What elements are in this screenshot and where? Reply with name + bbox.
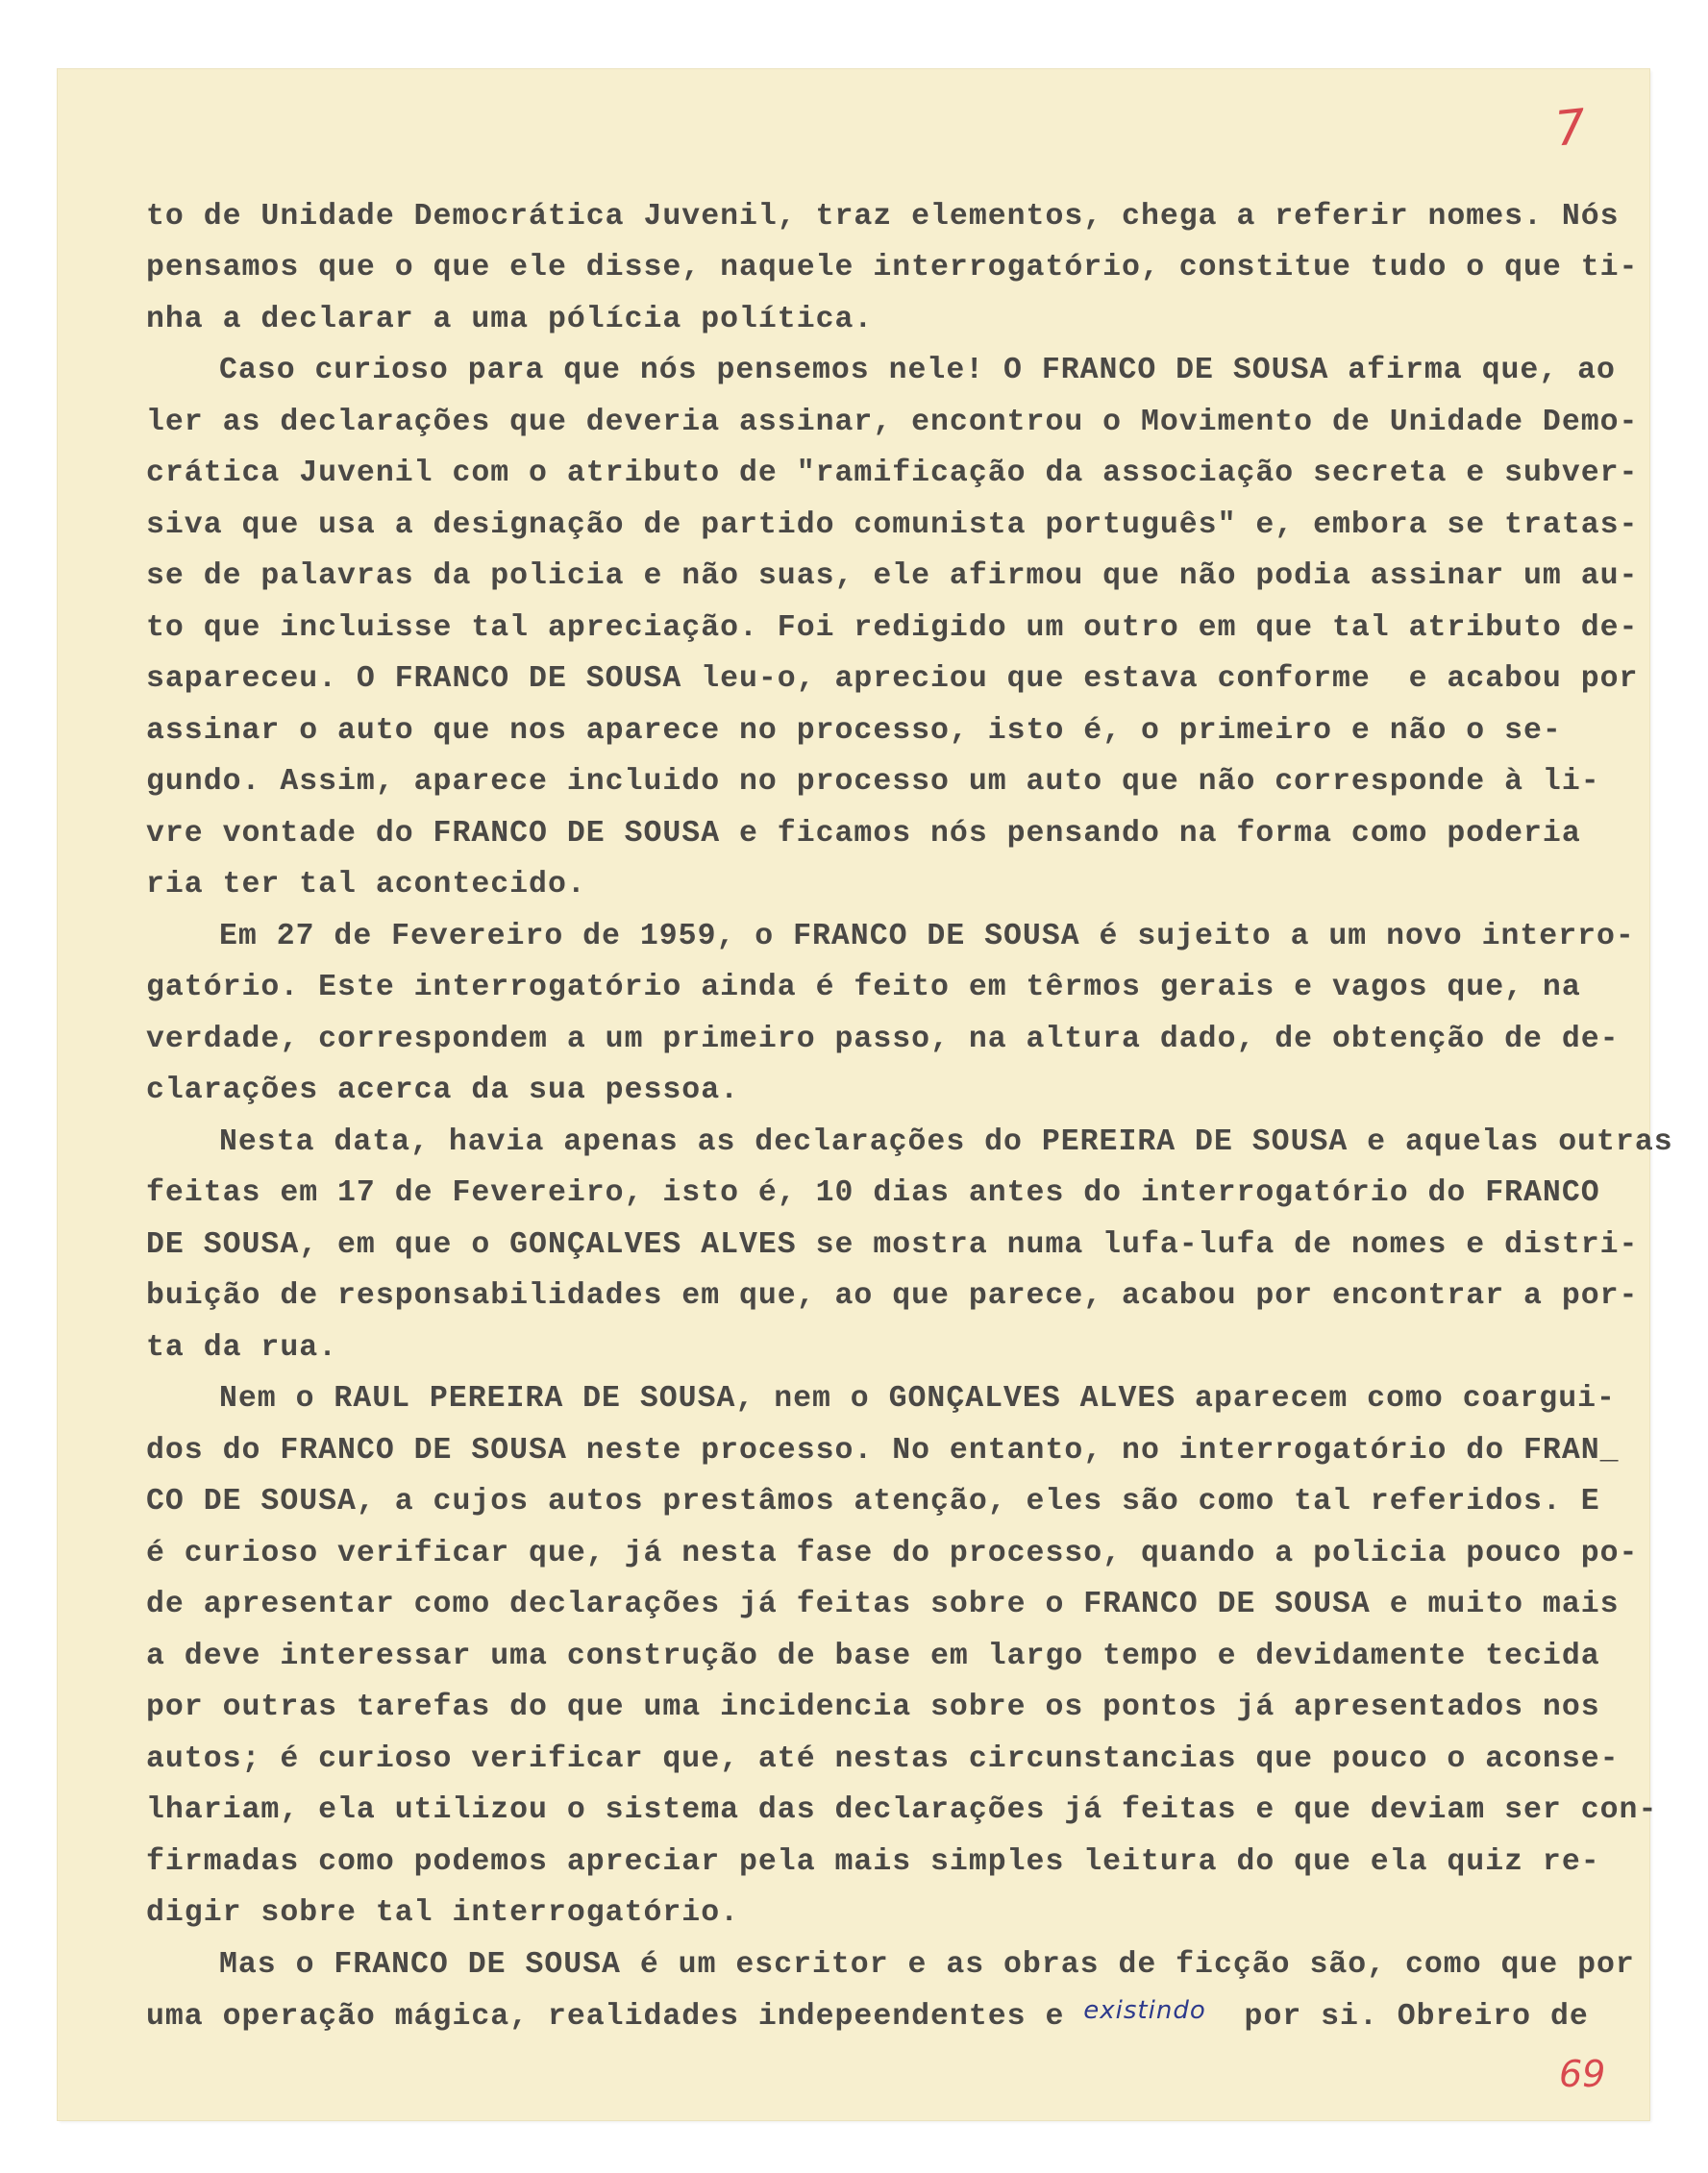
text-line: Em 27 de Fevereiro de 1959, o FRANCO DE SOUSA é sujeito a um novo interro- (219, 920, 1635, 953)
text-line: sapareceu. O FRANCO DE SOUSA leu-o, apreciou que estava conforme e acabou por (146, 662, 1639, 696)
text-line: por outras tarefas do que uma incidencia sobre os pontos já apresentados nos (146, 1691, 1600, 1724)
page-number-top: 7 (1552, 98, 1589, 158)
text-line: ler as declarações que deveria assinar, encontrou o Movimento de Unidade Demo- (146, 406, 1639, 439)
text-line: gundo. Assim, aparece incluido no processo um auto que não corresponde à li- (146, 765, 1600, 799)
text-line: nha a declarar a uma pólícia política. (146, 303, 874, 336)
text-line: DE SOUSA, em que o GONÇALVES ALVES se mostra numa lufa-lufa de nomes e distri- (146, 1228, 1639, 1262)
text-line: to de Unidade Democrática Juvenil, traz elementos, chega a referir nomes. Nós (146, 200, 1620, 234)
text-line: é curioso verificar que, já nesta fase do processo, quando a policia pouco po- (146, 1537, 1639, 1570)
text-line: verdade, correspondem a um primeiro passo, na altura dado, de obtenção de de- (146, 1023, 1620, 1056)
text-line: assinar o auto que nos aparece no processo, isto é, o primeiro e não o se- (146, 714, 1562, 748)
text-line: ta da rua. (146, 1331, 338, 1365)
last-line-before: uma operação mágica, realidades indepeendentes e (146, 2000, 1084, 2034)
text-line: se de palavras da policia e não suas, ele afirmou que não podia assinar um au- (146, 559, 1639, 593)
text-line: Nem o RAUL PEREIRA DE SOUSA, nem o GONÇALVES ALVES aparecem como coargui- (219, 1382, 1616, 1416)
text-line: firmadas como podemos apreciar pela mais simples leitura do que ela quiz re- (146, 1845, 1600, 1879)
text-line: gatório. Este interrogatório ainda é feito em têrmos gerais e vagos que, na (146, 971, 1581, 1004)
text-line: Mas o FRANCO DE SOUSA é um escritor e as obras de ficção são, como que por (219, 1948, 1635, 1982)
text-line: autos; é curioso verificar que, até nestas circunstancias que pouco o aconse- (146, 1742, 1620, 1776)
last-text-line (146, 1997, 1589, 2037)
text-line: ria ter tal acontecido. (146, 868, 586, 901)
last-line-after: por si. Obreiro de (1205, 2000, 1589, 2034)
text-line: lhariam, ela utilizou o sistema das declarações já feitas e que deviam ser con- (146, 1793, 1658, 1827)
text-line: dos do FRANCO DE SOUSA neste processo. No entanto, no interrogatório do FRAN_ (146, 1434, 1620, 1468)
text-line: feitas em 17 de Fevereiro, isto é, 10 dias antes do interrogatório do FRANCO (146, 1176, 1600, 1210)
text-line: CO DE SOUSA, a cujos autos prestâmos atenção, eles são como tal referidos. E (146, 1485, 1600, 1519)
text-line: de apresentar como declarações já feitas sobre o FRANCO DE SOUSA e muito mais (146, 1588, 1620, 1621)
text-line: clarações acerca da sua pessoa. (146, 1074, 739, 1107)
text-line: Caso curioso para que nós pensemos nele! O FRANCO DE SOUSA afirma que, ao (219, 354, 1616, 387)
text-line: buição de responsabilidades em que, ao que parece, acabou por encontrar a por- (146, 1279, 1639, 1313)
text-line: pensamos que o que ele disse, naquele interrogatório, constitue tudo o que ti- (146, 251, 1639, 284)
text-line: crática Juvenil com o atributo de "ramificação da associação secreta e subver- (146, 457, 1639, 490)
text-line: a deve interessar uma construção de base em largo tempo e devidamente tecida (146, 1640, 1600, 1673)
text-line: to que incluisse tal apreciação. Foi redigido um outro em que tal atributo de- (146, 611, 1639, 645)
text-line: Nesta data, havia apenas as declarações do PEREIRA DE SOUSA e aquelas outras (219, 1125, 1673, 1159)
page-number-bottom: 69 (1559, 2053, 1606, 2095)
text-line: siva que usa a designação de partido comunista português" e, embora se tratas- (146, 508, 1639, 542)
text-line: digir sobre tal interrogatório. (146, 1896, 739, 1930)
text-line: vre vontade do FRANCO DE SOUSA e ficamos nós pensando na forma como poderia (146, 817, 1581, 851)
handwritten-insertion: existindo (1083, 1996, 1206, 2025)
